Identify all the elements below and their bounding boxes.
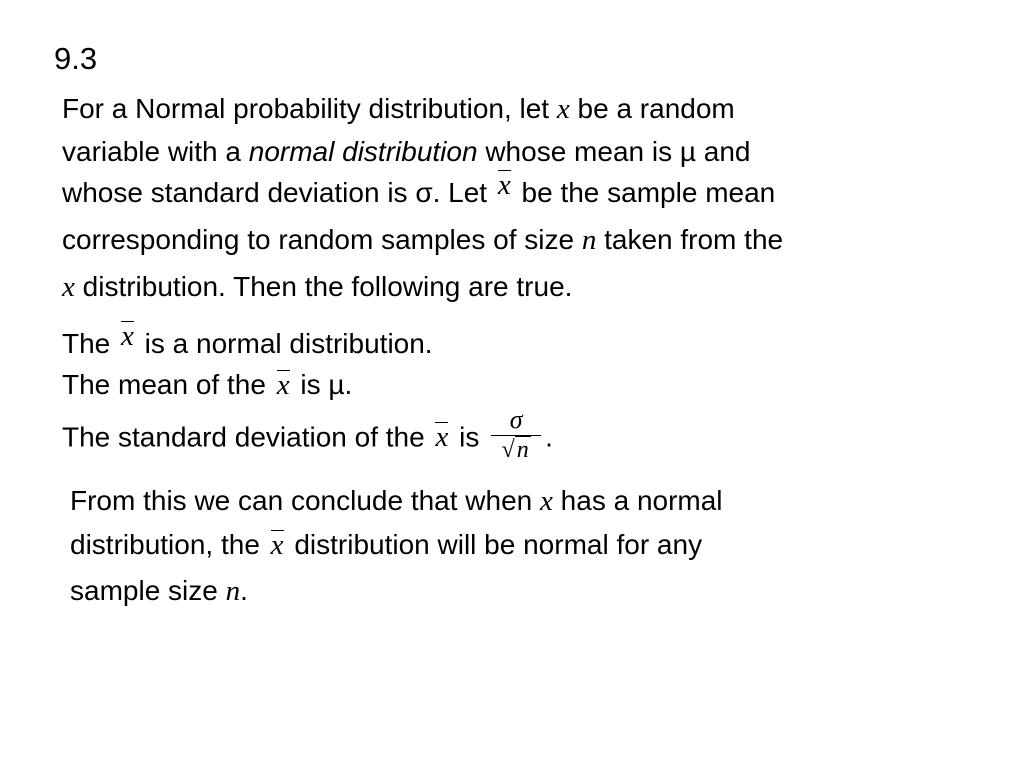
fact-3: The standard deviation of the x is $\frac{\sigma}{√n}$ . [62, 405, 553, 463]
variable-x: x [540, 485, 553, 517]
variable-n: n [516, 437, 529, 463]
conclusion-line-3: sample size n. [70, 575, 248, 607]
intro-line-4: corresponding to random samples of size n taken from the [62, 224, 784, 256]
slide-number: 9.3 [54, 41, 98, 76]
intro-line-3: whose standard deviation is σ. Let x be the sample mean [62, 169, 776, 208]
x-bar-symbol: x [274, 368, 293, 402]
conclusion-line-1: From this we can conclude that when x has a normal [70, 485, 723, 517]
x-bar-symbol: x [268, 528, 287, 562]
sigma-over-root-n-fraction [489, 405, 543, 465]
fact-2: The mean of the x is µ. [62, 369, 353, 401]
root-n [489, 438, 543, 462]
variable-x: x [62, 271, 75, 303]
intro-line-2: variable with a normal distribution whose mean is µ and [62, 136, 751, 167]
normal-distribution-term: normal distribution [248, 136, 478, 167]
variable-n: n [581, 224, 597, 256]
fact-1: The x is a normal distribution. [62, 320, 433, 359]
x-bar-symbol: x [432, 420, 451, 454]
variable-x: x [556, 93, 570, 125]
intro-line-5: x distribution. Then the following are true. [62, 271, 573, 303]
intro-line-1: For a Normal probability distribution, let x be a random [62, 93, 735, 125]
conclusion-line-2: distribution, the x distribution will be normal for any [70, 529, 703, 561]
variable-n: n [225, 575, 241, 607]
sigma-symbol: σ [509, 405, 523, 434]
x-bar-symbol: x [118, 319, 137, 353]
square-root-symbol: √ [501, 437, 515, 463]
x-bar-symbol: x [495, 168, 514, 202]
